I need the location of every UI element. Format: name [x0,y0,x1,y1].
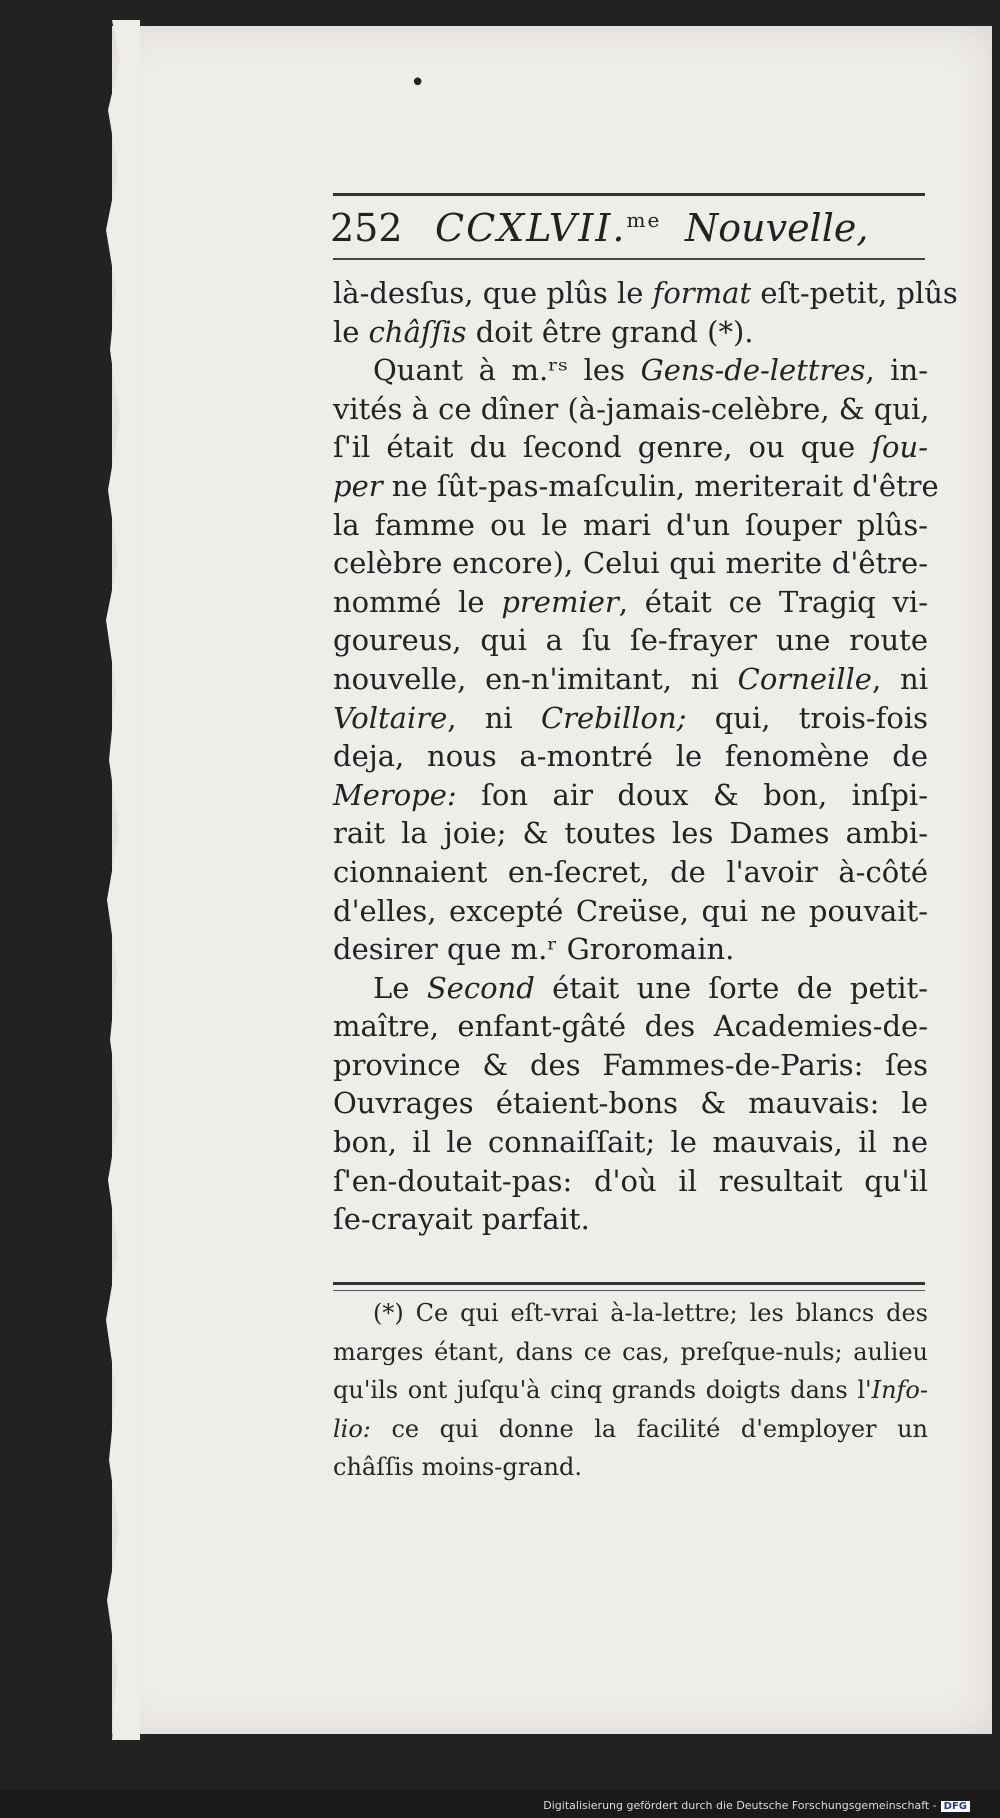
footnote [333,1298,928,1491]
footnote-line [333,1452,928,1491]
body-line [333,660,928,699]
text-run: qui, trois-fois [686,700,928,735]
torn-page-edge [100,20,140,1740]
body-line [333,351,928,390]
italic-run: Gens-de-lettres [640,353,866,388]
italic-run: Merope: [333,777,457,812]
text-run: vités à ce dîner (à-jamais-celèbre, & qui, [333,391,930,426]
body-line [333,621,928,660]
text-run: ſe-crayait parfait. [333,1202,590,1237]
italic-run: Second [426,970,535,1005]
body-line [333,737,928,776]
text-run: , était ce Tragiq vi- [618,584,928,619]
text-run: qu'ils ont juſqu'à cinq grands doigts dans l' [333,1376,872,1405]
text-run: nouvelle, en-n'imitant, ni [333,661,738,696]
text-run: ſon air doux & bon, inſpi- [456,777,928,812]
italic-run: ſou- [871,430,928,465]
italic-run: per [333,468,383,503]
chapter-number [435,206,661,250]
text-run: rait la joie; & toutes les Dames ambi- [333,816,928,851]
text-run: ſ'il était du ſecond genre, ou que [333,430,872,465]
body-line [333,313,928,352]
text-run: châſſis moins-grand. [333,1453,582,1482]
footnote-line [333,1414,928,1453]
body-line [333,1007,928,1046]
dfg-logo: DFG [941,1801,970,1812]
footnote-line [333,1298,928,1337]
text-run: eſt-petit, plûs [751,276,958,310]
italic-run: Voltaire [333,700,448,735]
text-run: cionnaient en-ſecret, de l'avoir à-côté [333,854,928,889]
text-run: ce qui donne la facilité d'employer un [370,1414,928,1443]
text-run: deja, nous a-montré le fenomène de [333,739,928,774]
italic-run: premier [501,584,619,619]
italic-run: lio: [333,1414,371,1443]
body-line [333,1162,928,1201]
printer-mark: • [410,68,426,98]
header-bottom-rule [333,258,925,260]
body-line [333,583,928,622]
body-line [333,506,928,545]
text-run: ſ'en-doutait-pas: d'où il resultait qu'il [333,1163,928,1198]
digitization-credit [543,1799,970,1812]
text-run: province & des Fammes-de-Paris: ſes [333,1047,928,1082]
body-line [333,467,939,506]
text-run: d'elles, excepté Creüse, qui ne pouvait- [333,893,928,928]
text-run: Ouvrages étaient-bons & mauvais: le [333,1086,928,1121]
credit-text: Digitalisierung gefördert durch die Deutsche Forschungsgemeinschaft - [543,1799,937,1812]
body-line [333,1123,928,1162]
text-run: le [333,314,369,349]
footnote-rule [333,1282,925,1291]
text-run: bon, il le connaiſſait; le mauvais, il ne [333,1125,928,1160]
text-run: , ni [447,700,541,735]
text-run: doit être grand (*). [466,314,754,349]
text-run: ne ſût-pas-maſculin, meriterait d'être [382,468,939,503]
body-line [333,1084,928,1123]
text-run: goureus, qui a ſu ſe-frayer une route [333,623,928,658]
body-line [333,1200,928,1239]
body-line [333,930,928,969]
italic-run: format [652,276,752,310]
body-line [333,544,928,583]
page-number: 252 [330,206,403,250]
text-run: celèbre encore), Celui qui merite d'être- [333,546,928,581]
body-line [333,776,928,815]
body-line [333,428,928,467]
header-title: Nouvelle, [685,206,869,250]
body-line [333,892,928,931]
running-header [330,206,930,256]
header-top-rule [333,193,925,196]
text-run: là-desſus, que plûs le [333,276,653,310]
body-line [333,1046,928,1085]
body-line [333,699,928,738]
body-text [333,274,958,1239]
body-line [333,969,928,1008]
chapter-roman: CCXLVII. [435,206,627,250]
italic-run: Corneille [737,661,872,696]
text-run: la famme ou le mari d'un ſouper plûs- [333,507,928,542]
text-run: nommé le [333,584,502,619]
italic-run: Crebillon; [540,700,687,735]
italic-run: Info- [871,1376,928,1405]
footnote-line [333,1375,928,1414]
body-line [333,853,928,892]
body-line [333,390,928,429]
text-run: (*) Ce qui eſt-vrai à-la-lettre; les blancs des [373,1299,928,1327]
text-run: desirer que m.ʳ Groromain. [333,932,735,967]
text-run: Le [373,970,427,1005]
text-run: , ni [871,661,928,696]
text-run: , in- [865,353,928,388]
body-line [333,274,958,313]
text-run: maître, enfant-gâté des Academies-de- [333,1009,928,1044]
footnote-line [333,1337,928,1376]
chapter-suffix: me [626,208,662,232]
body-line [333,814,928,853]
text-run: Quant à m.ʳˢ les [373,353,641,388]
text-run: marges étant, dans ce cas, preſque-nuls; aulieu [333,1337,928,1366]
italic-run: châſſis [368,314,467,349]
text-run: était une ſorte de petit- [534,970,928,1005]
